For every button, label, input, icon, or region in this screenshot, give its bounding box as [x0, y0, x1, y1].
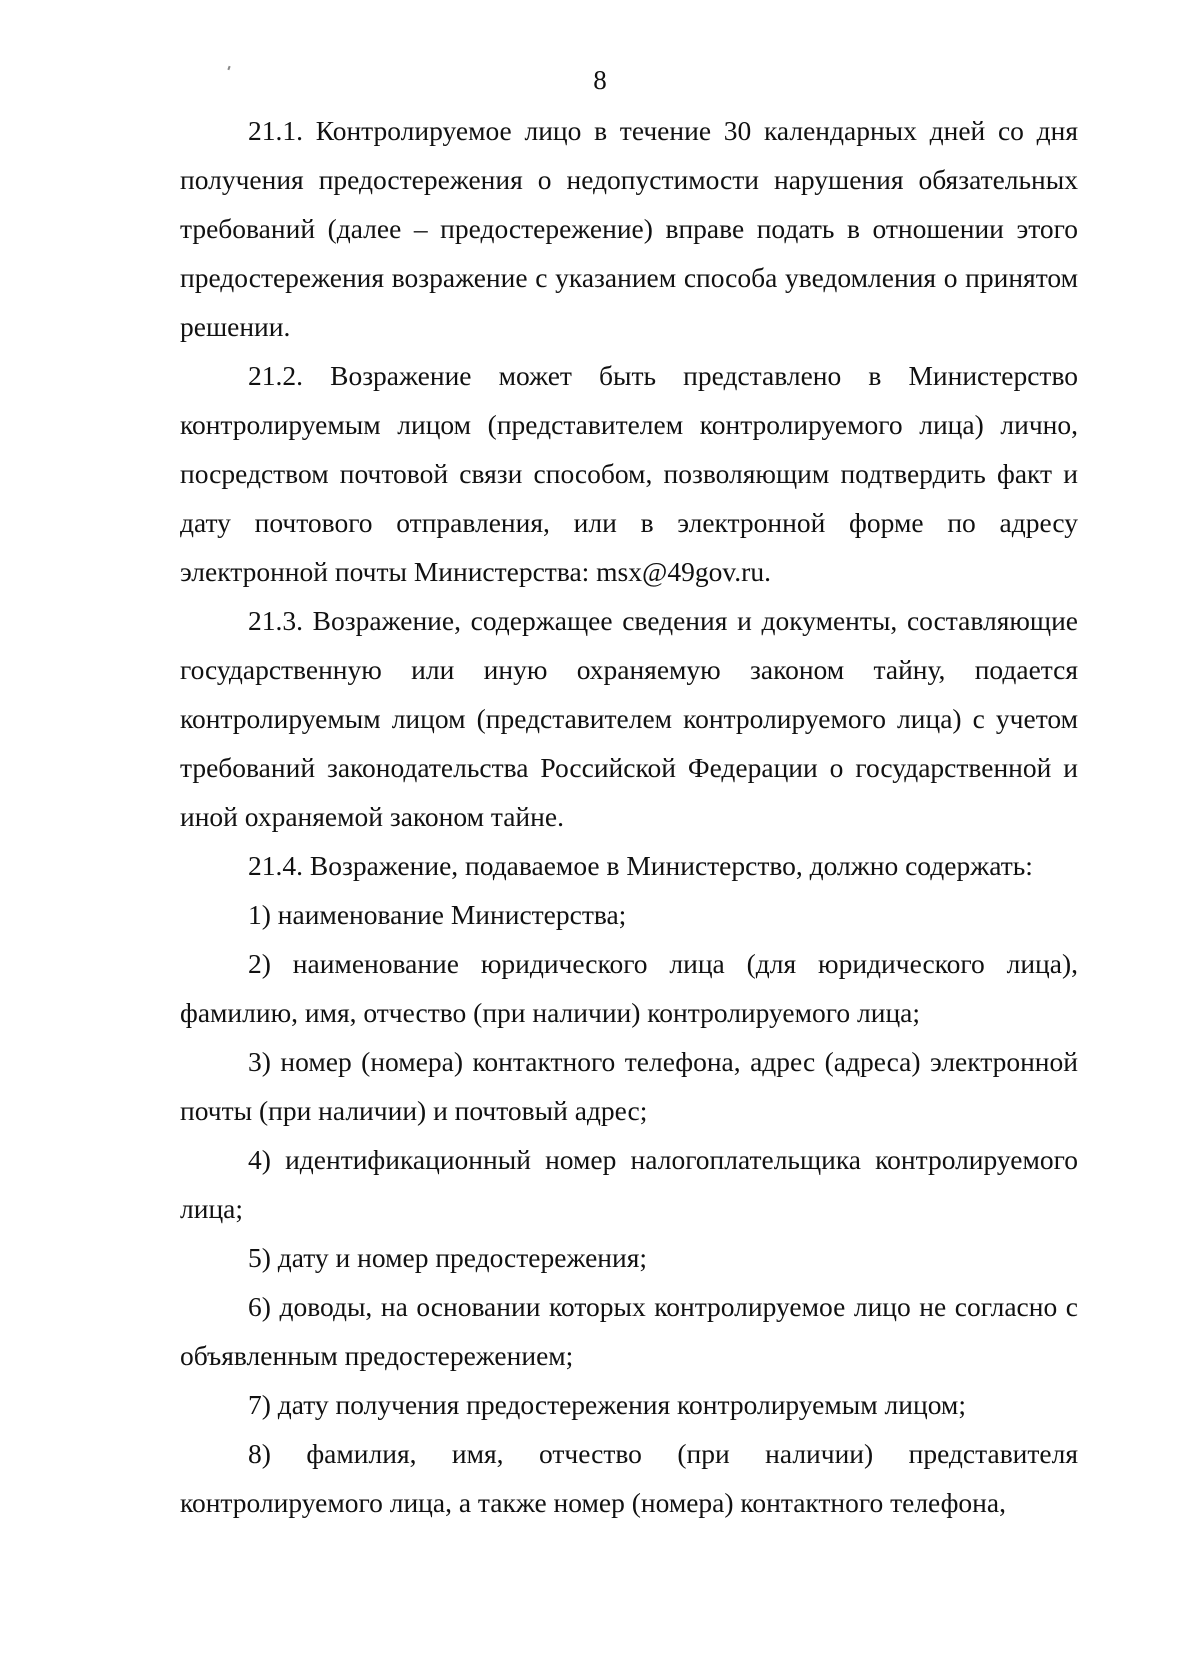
- paragraph-21-1: 21.1. Контролируемое лицо в течение 30 календарных дней со дня получения предостережения о недопустимости нарушения обязательных требований (далее – предостережение) вправе подать в отношении этого предостережения возражение с указанием способа уведомления о принятом решении.: [180, 115, 1078, 342]
- list-item-7: 7) дату получения предостережения контролируемым лицом;: [248, 1389, 966, 1420]
- list-item-6: 6) доводы, на основании которых контролируемое лицо не согласно с объявленным предостережением;: [180, 1291, 1078, 1371]
- list-item-3: 3) номер (номера) контактного телефона, адрес (адреса) электронной почты (при наличии) и почтовый адрес;: [180, 1046, 1078, 1126]
- paragraph-21-3: 21.3. Возражение, содержащее сведения и документы, составляющие государственную или иную охраняемую законом тайну, подается контролируемым лицом (представителем контролируемого лица) с учетом требований законодательства Российской Федерации о государственной и иной охраняемой законом тайне.: [180, 605, 1078, 832]
- list-item-8: 8) фамилия, имя, отчество (при наличии) представителя контролируемого лица, а также номер (номера) контактного телефона,: [180, 1438, 1078, 1518]
- list-item-2: 2) наименование юридического лица (для юридического лица), фамилию, имя, отчество (при наличии) контролируемого лица;: [180, 948, 1078, 1028]
- list-item-1: 1) наименование Министерства;: [248, 899, 627, 930]
- page-number: 8: [593, 65, 607, 95]
- paragraph-21-4: 21.4. Возражение, подаваемое в Министерство, должно содержать:: [248, 850, 1033, 881]
- paragraph-21-2: 21.2. Возражение может быть представлено в Министерство контролируемым лицом (представителем контролируемого лица) лично, посредством почтовой связи способом, позволяющим подтвердить факт и дату почтового отправления, или в электронной форме по адресу электронной почты Министерства: msx@49gov.ru.: [180, 360, 1078, 587]
- document-body: [180, 106, 1078, 1527]
- list-item-4: 4) идентификационный номер налогоплательщика контролируемого лица;: [180, 1144, 1078, 1224]
- list-item-5: 5) дату и номер предостережения;: [248, 1242, 648, 1273]
